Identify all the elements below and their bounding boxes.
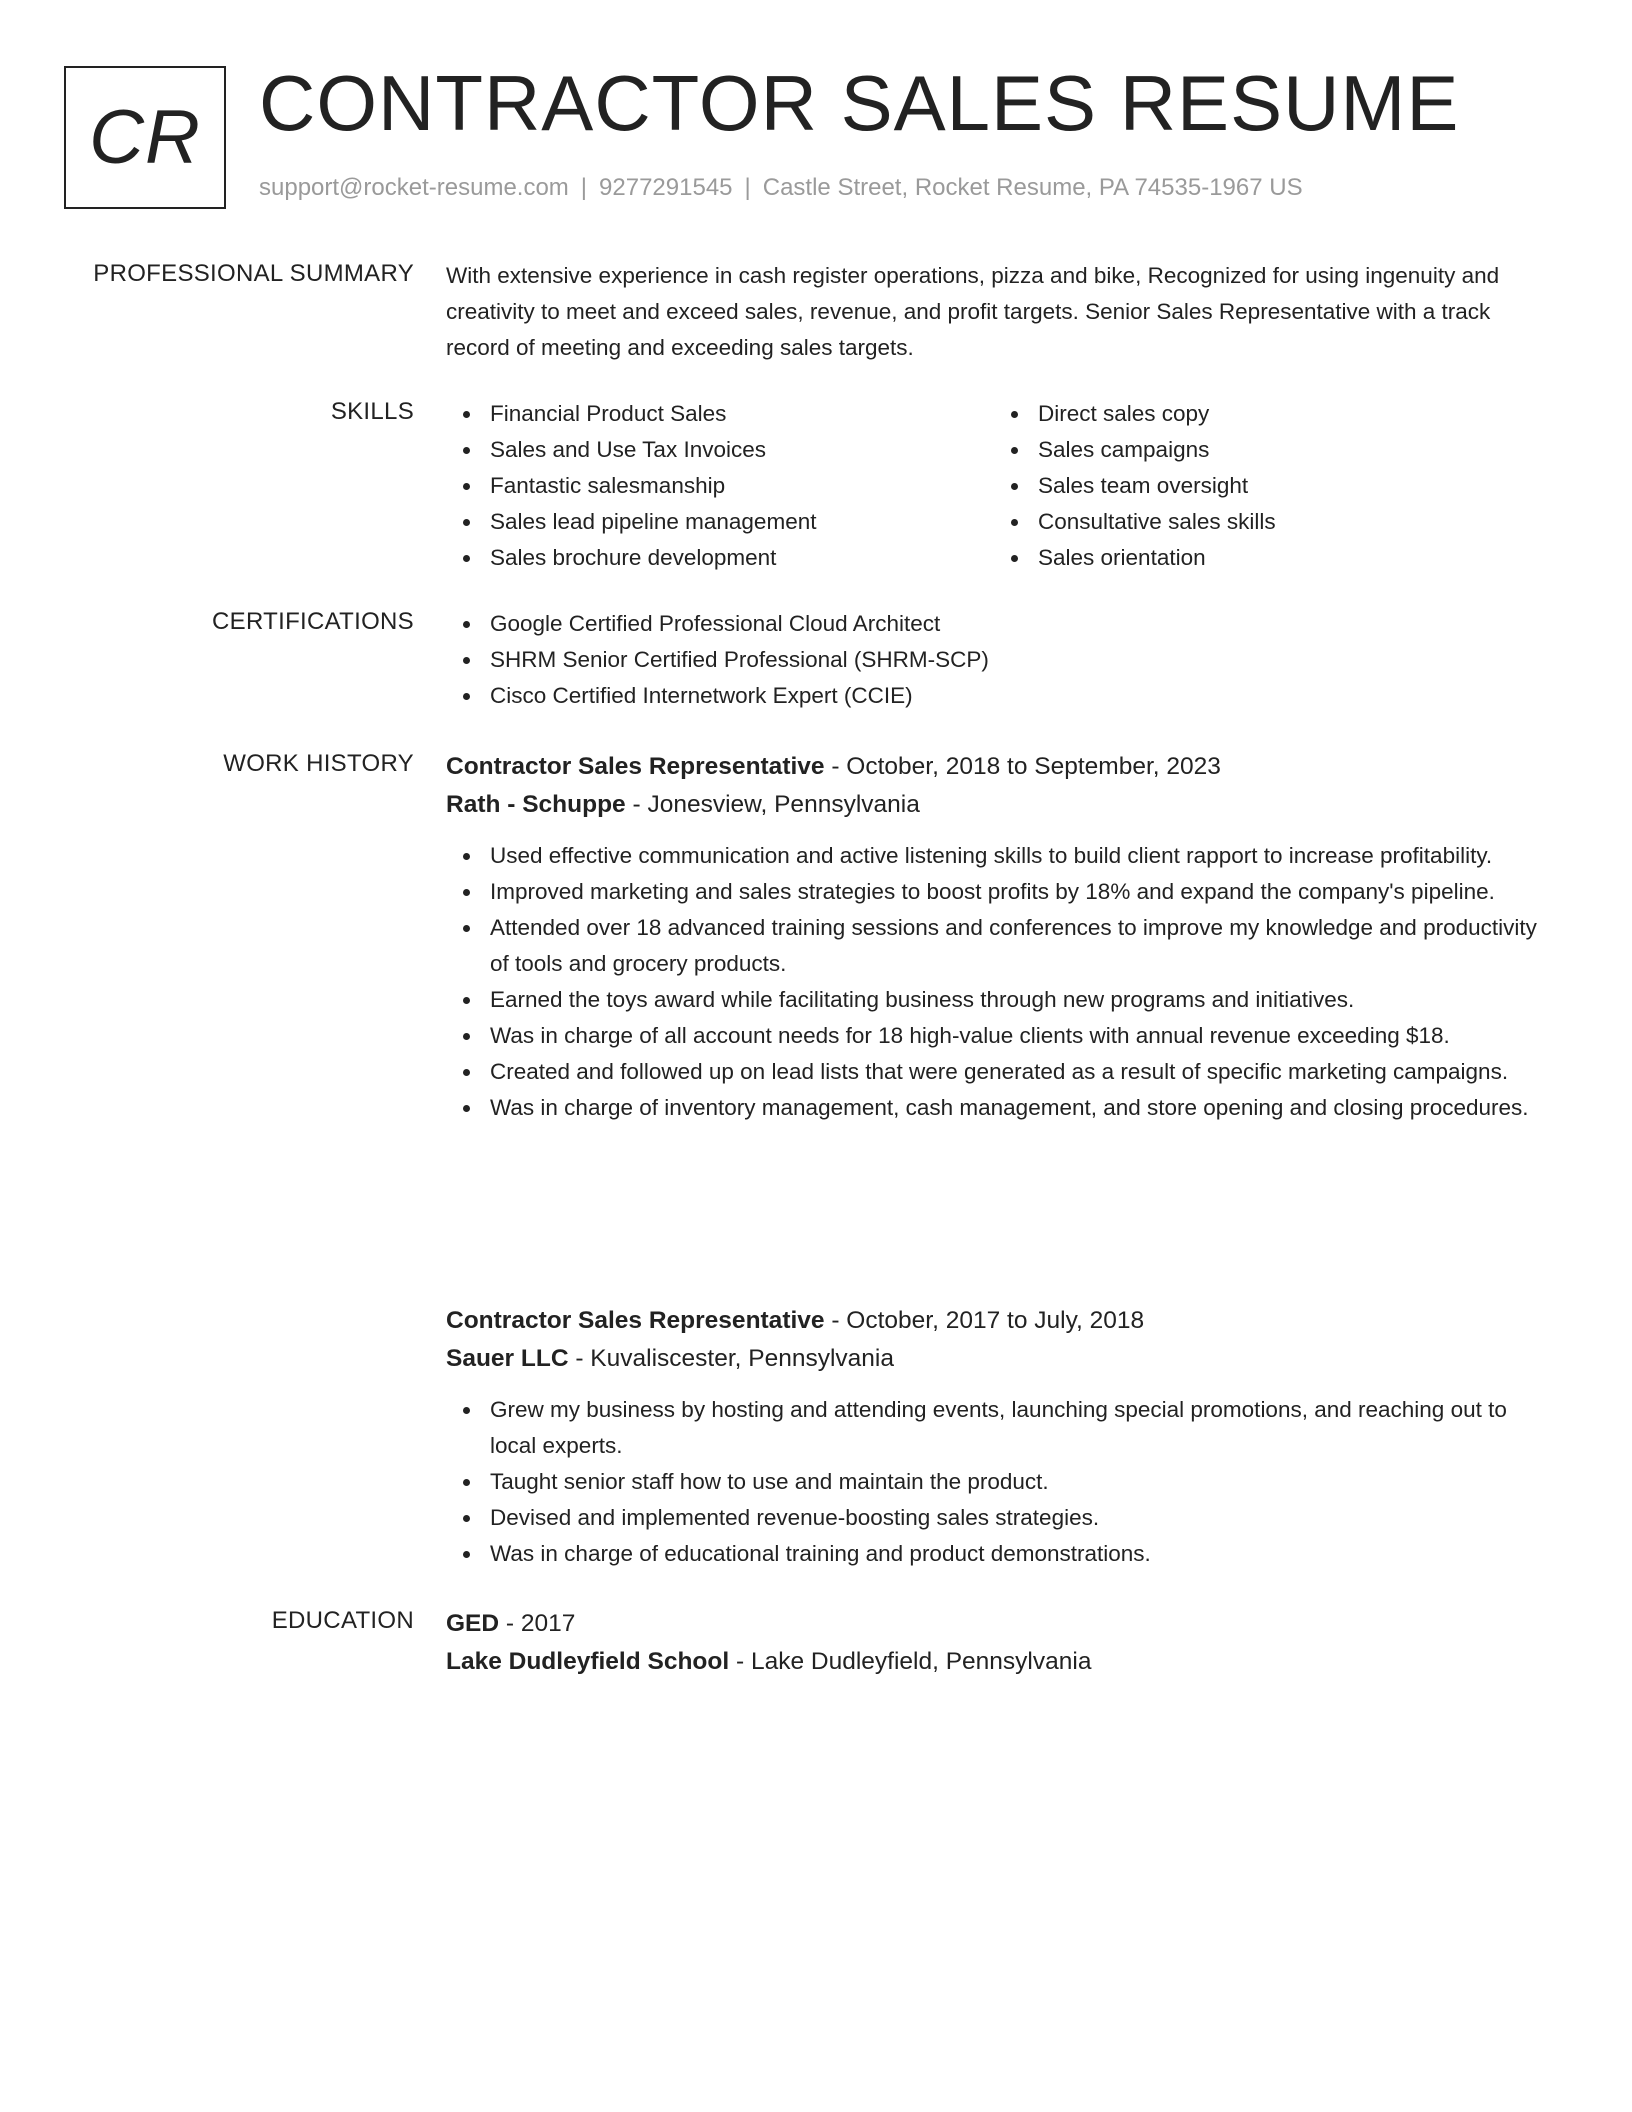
skill-item: Sales campaigns [994,432,1542,468]
education-location: - Lake Dudleyfield, Pennsylvania [729,1648,1092,1675]
education-school: Lake Dudleyfield School [446,1648,730,1675]
contact-separator: | [580,174,588,201]
skill-item: Sales and Use Tax Invoices [446,432,994,468]
contact-email: support@rocket-resume.com [259,174,569,201]
education-school-line [446,1643,1558,1681]
skills-list-right [994,396,1542,576]
job-entry [446,748,1558,1126]
job-dates: - October, 2017 to July, 2018 [824,1307,1145,1334]
certifications-body [446,606,1558,714]
certification-item: Google Certified Professional Cloud Architect [446,606,1558,642]
skill-item: Fantastic salesmanship [446,468,994,504]
education-body [446,1605,1558,1681]
education-year: - 2017 [499,1610,576,1637]
education-degree-line [446,1605,1558,1643]
summary-label: PROFESSIONAL SUMMARY [93,260,414,287]
job-entry [446,1302,1558,1572]
contact-address: Castle Street, Rocket Resume, PA 74535-1967 US [762,174,1303,201]
job-location: - Jonesview, Pennsylvania [625,791,920,818]
skills-list-left [446,396,994,576]
monogram-initials: CR [89,95,201,180]
job-bullet: Improved marketing and sales strategies to boost profits by 18% and expand the company's pipeline. [446,874,1558,910]
certifications-list [446,606,1558,714]
skills-body [446,396,1558,576]
summary-text: With extensive experience in cash register operations, pizza and bike, Recognized for using ingenuity and creativity to meet and exceed sales, revenue, and profit targets. Senior Sales Representative with a track record of meeting and exceeding sales targets. [446,263,1500,360]
job-bullet: Used effective communication and active listening skills to build client rapport to increase profitability. [446,838,1558,874]
job-bullet: Earned the toys award while facilitating business through new programs and initiatives. [446,982,1558,1018]
education-degree: GED [446,1610,500,1637]
resume-header [64,59,1592,210]
job-bullet: Attended over 18 advanced training sessions and conferences to improve my knowledge and productivity of tools and grocery products. [446,910,1558,982]
job-company: Sauer LLC [446,1345,569,1372]
skill-item: Consultative sales skills [994,504,1542,540]
job-bullet: Created and followed up on lead lists that were generated as a result of specific marketing campaigns. [446,1054,1558,1090]
certification-item: Cisco Certified Internetwork Expert (CCIE) [446,678,1558,714]
skill-item: Sales team oversight [994,468,1542,504]
job-bullets [446,838,1558,1126]
skill-item: Direct sales copy [994,396,1542,432]
job-company-line [446,786,1558,824]
job-bullet: Was in charge of educational training and product demonstrations. [446,1536,1558,1572]
resume-title: CONTRACTOR SALES RESUME [259,59,1460,147]
skills-label: SKILLS [330,398,414,425]
job-company-line [446,1340,1558,1378]
job-title-line [446,1302,1558,1340]
job-bullet: Taught senior staff how to use and maintain the product. [446,1464,1558,1500]
monogram-box [64,66,226,209]
certifications-label: CERTIFICATIONS [212,608,414,635]
skill-item: Sales brochure development [446,540,994,576]
job-bullet: Was in charge of inventory management, cash management, and store opening and closing procedures. [446,1090,1558,1126]
job-bullets [446,1392,1558,1572]
skill-item: Sales orientation [994,540,1542,576]
skill-item: Sales lead pipeline management [446,504,994,540]
education-label: EDUCATION [271,1607,414,1634]
work-history-body [446,748,1558,1126]
work-history-body-2 [446,1302,1558,1572]
job-title-line [446,748,1558,786]
job-bullet: Grew my business by hosting and attending events, launching special promotions, and reaching out to local experts. [446,1392,1558,1464]
skill-item: Financial Product Sales [446,396,994,432]
job-location: - Kuvaliscester, Pennsylvania [568,1345,894,1372]
job-title: Contractor Sales Representative [446,1307,825,1334]
job-dates: - October, 2018 to September, 2023 [824,753,1221,780]
work-history-label: WORK HISTORY [223,750,414,777]
contact-phone: 9277291545 [599,174,733,201]
job-company: Rath - Schuppe [446,791,626,818]
contact-separator: | [744,174,751,201]
job-title: Contractor Sales Representative [446,753,825,780]
certification-item: SHRM Senior Certified Professional (SHRM-SCP) [446,642,1558,678]
job-bullet: Was in charge of all account needs for 18 high-value clients with annual revenue exceeding $18. [446,1018,1558,1054]
job-bullet: Devised and implemented revenue-boosting sales strategies. [446,1500,1558,1536]
contact-line [259,174,1303,202]
